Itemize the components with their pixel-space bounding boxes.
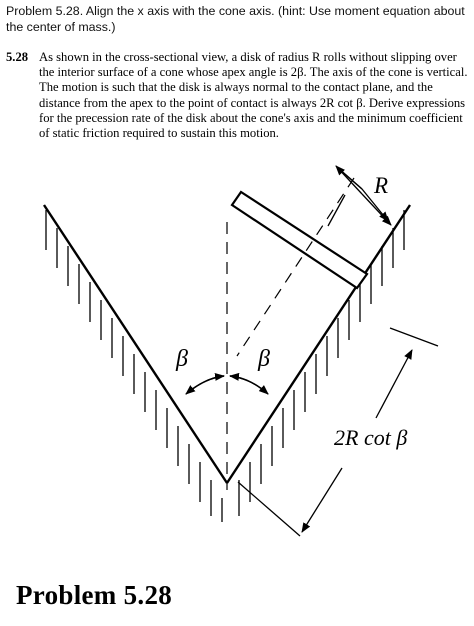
label-beta-left: β (176, 346, 188, 372)
label-beta-right: β (258, 346, 270, 372)
hint-text: Problem 5.28. Align the x axis with the cone axis. (hint: Use moment equation about the center of mass.) (6, 4, 465, 34)
label-distance: 2R cot β (334, 425, 408, 450)
figure-caption: Problem 5.28 (16, 580, 173, 610)
problem-number: 5.28 (6, 50, 29, 64)
left-wall-hatching (46, 210, 222, 522)
beta-arc-right (230, 376, 268, 394)
disk (232, 192, 367, 288)
beta-arc-left (186, 376, 224, 394)
label-R: R (374, 173, 389, 198)
problem-body: As shown in the cross-sectional view, a disk of radius R rolls without slipping over the interior surface of a cone whose apex angle is 2β. The axis of the cone is vertical. The motion is such that the disk is always normal to the contact plane, and the distance from the apex to the point of contact is always 2R cot β. Derive expressions for the precession rate of the disk about the cone's axis and the minimum coefficient of static friction required to sustain this motion. (39, 50, 468, 141)
